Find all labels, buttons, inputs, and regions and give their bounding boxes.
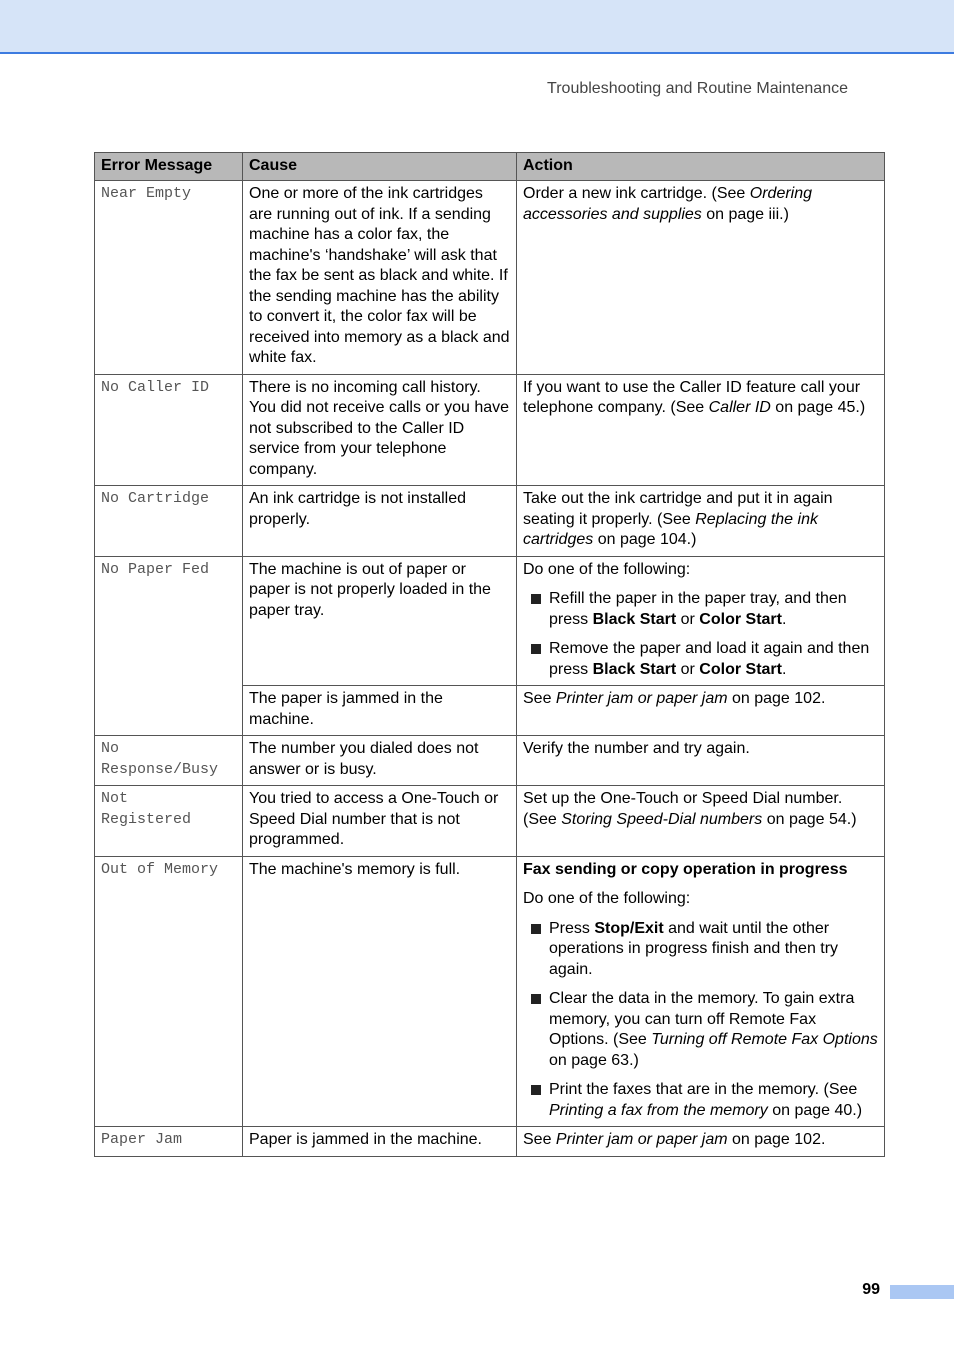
- action-cell: Order a new ink cartridge. (See Ordering accessories and supplies on page iii.): [517, 181, 885, 375]
- cause-cell: The machine's memory is full.: [243, 856, 517, 1127]
- table-row: [95, 1127, 885, 1157]
- cause-cell: Paper is jammed in the machine.: [243, 1127, 517, 1157]
- table-header-row: [95, 153, 885, 181]
- action-cell: Fax sending or copy operation in progress Do one of the following: Press Stop/Exit and wait until the other operations in progress finish and then try again. Clear the data in the memory. To gain extra memory, you can turn off Remote Fax Options. (See Turning off Remote Fax Options on page 63.) Print the faxes that are in the memory. (See Printing a fax from the memory on page 40.): [517, 856, 885, 1127]
- page-tab: [890, 1285, 954, 1299]
- action-cell: Verify the number and try again.: [517, 736, 885, 786]
- error-message: Paper Jam: [95, 1127, 243, 1157]
- header-error-message: Error Message: [95, 153, 243, 181]
- list-item: Print the faxes that are in the memory. (See Printing a fax from the memory on page 40.): [523, 1080, 878, 1121]
- list-item: Press Stop/Exit and wait until the other operations in progress finish and then try again.: [523, 919, 878, 981]
- square-bullet-icon: [531, 924, 541, 934]
- table-row: [95, 486, 885, 557]
- cross-reference: Replacing the ink cartridges: [523, 510, 818, 548]
- table-row: [95, 856, 885, 1127]
- action-cell: See Printer jam or paper jam on page 102.: [517, 1127, 885, 1157]
- error-message: No Cartridge: [95, 486, 243, 557]
- page-number: 99: [862, 1281, 880, 1298]
- square-bullet-icon: [531, 994, 541, 1004]
- error-message: No Caller ID: [95, 374, 243, 486]
- cause-cell: An ink cartridge is not installed properly.: [243, 486, 517, 557]
- header-action: Action: [517, 153, 885, 181]
- list-item: Remove the paper and load it again and then press Black Start or Color Start.: [523, 639, 878, 680]
- cross-reference: Printer jam or paper jam: [555, 690, 728, 707]
- table-row: [95, 736, 885, 786]
- table-row: [95, 181, 885, 375]
- cross-reference: Storing Speed-Dial numbers: [561, 810, 763, 828]
- error-message: Out of Memory: [95, 856, 243, 1127]
- list-item: Refill the paper in the paper tray, and then press Black Start or Color Start.: [523, 589, 878, 630]
- square-bullet-icon: [531, 644, 541, 654]
- header-band: [0, 0, 954, 54]
- error-message: Near Empty: [95, 181, 243, 375]
- table-row: [95, 374, 885, 486]
- square-bullet-icon: [531, 1085, 541, 1095]
- square-bullet-icon: [531, 594, 541, 604]
- error-message: Not Registered: [95, 786, 243, 857]
- action-cell: Take out the ink cartridge and put it in again seating it properly. (See Replacing the ink cartridges on page 104.): [517, 486, 885, 557]
- action-cell: Set up the One-Touch or Speed Dial number. (See Storing Speed-Dial numbers on page 54.): [517, 786, 885, 857]
- cause-cell: The number you dialed does not answer or is busy.: [243, 736, 517, 786]
- table-row: [95, 786, 885, 857]
- table-row: [95, 556, 885, 686]
- error-message-table: [94, 152, 885, 1157]
- action-cell: Do one of the following: Refill the paper in the paper tray, and then press Black Start or Color Start. Remove the paper and load it again and then press Black Start or Color Start.: [517, 556, 885, 686]
- header-cause: Cause: [243, 153, 517, 181]
- cross-reference: Printer jam or paper jam: [555, 1131, 728, 1148]
- action-heading: Fax sending or copy operation in progress: [523, 860, 848, 878]
- section-title: Troubleshooting and Routine Maintenance: [547, 80, 848, 97]
- cross-reference: Caller ID: [708, 399, 771, 416]
- error-message: No Response/Busy: [95, 736, 243, 786]
- action-cell: If you want to use the Caller ID feature call your telephone company. (See Caller ID on page 45.): [517, 374, 885, 486]
- cause-cell: One or more of the ink cartridges are running out of ink. If a sending machine has a color fax, the machine's ‘handshake’ will ask that the fax be sent as black and white. If the sending machine has the ability to convert it, the color fax will be received into memory as a black and white fax.: [243, 181, 517, 375]
- cause-cell: The machine is out of paper or paper is not properly loaded in the paper tray.: [243, 556, 517, 686]
- cross-reference: Ordering accessories and supplies: [523, 185, 813, 223]
- action-list: [523, 919, 878, 1122]
- cause-cell: There is no incoming call history. You did not receive calls or you have not subscribed to the Caller ID service from your telephone company.: [243, 374, 517, 486]
- action-cell: See Printer jam or paper jam on page 102.: [517, 686, 885, 736]
- cause-cell: You tried to access a One-Touch or Speed Dial number that is not programmed.: [243, 786, 517, 857]
- action-list: [523, 589, 878, 680]
- list-item: Clear the data in the memory. To gain extra memory, you can turn off Remote Fax Options. (See Turning off Remote Fax Options on page 63.): [523, 989, 878, 1071]
- error-message: No Paper Fed: [95, 556, 243, 736]
- cause-cell: The paper is jammed in the machine.: [243, 686, 517, 736]
